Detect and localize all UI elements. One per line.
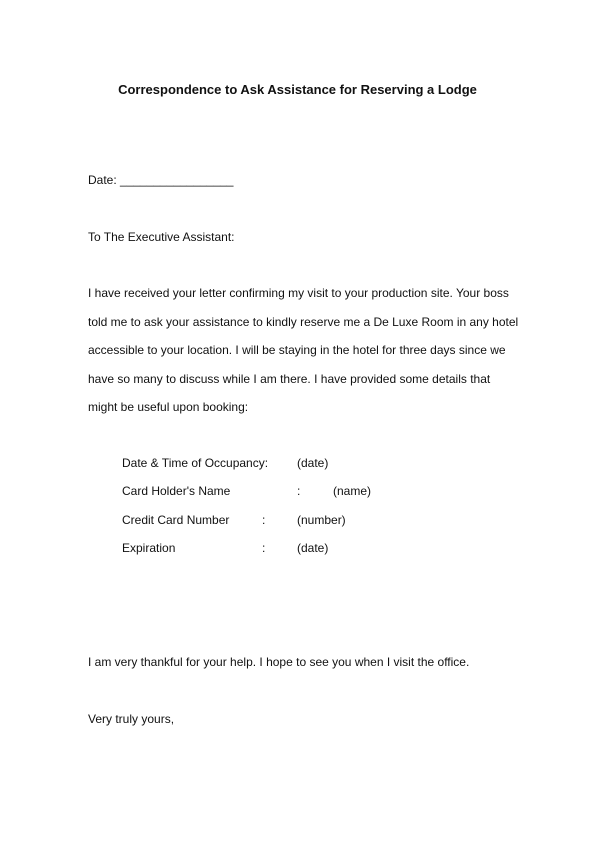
- detail-label-expiration: Expiration: [122, 541, 176, 555]
- detail-value-expiration: (date): [297, 541, 329, 555]
- body-line: told me to ask your assistance to kindly reserve me a De Luxe Room in any hotel: [88, 315, 519, 329]
- body-line: might be useful upon booking:: [88, 400, 249, 414]
- document-title: Correspondence to Ask Assistance for Reserving a Lodge: [118, 82, 477, 97]
- body-line: have so many to discuss while I am there. I have provided some details that: [88, 372, 491, 386]
- body-line: accessible to your location. I will be staying in the hotel for three days since we: [88, 343, 506, 357]
- sign-off: Very truly yours,: [88, 712, 175, 726]
- salutation: To The Executive Assistant:: [88, 230, 235, 244]
- detail-value-occupancy: (date): [297, 456, 329, 470]
- detail-value-card-holder: (name): [333, 484, 372, 498]
- date-line: Date: _________________: [88, 173, 234, 187]
- detail-colon: :: [297, 484, 301, 498]
- body-line: I have received your letter confirming my visit to your production site. Your boss: [88, 286, 509, 300]
- detail-label-card-holder: Card Holder's Name: [122, 484, 231, 498]
- detail-label-occupancy: Date & Time of Occupancy:: [122, 456, 269, 470]
- detail-colon: :: [262, 513, 266, 527]
- closing-paragraph: I am very thankful for your help. I hope to see you when I visit the office.: [88, 655, 470, 669]
- detail-label-card-number: Credit Card Number: [122, 513, 230, 527]
- detail-colon: :: [262, 541, 266, 555]
- detail-value-card-number: (number): [297, 513, 346, 527]
